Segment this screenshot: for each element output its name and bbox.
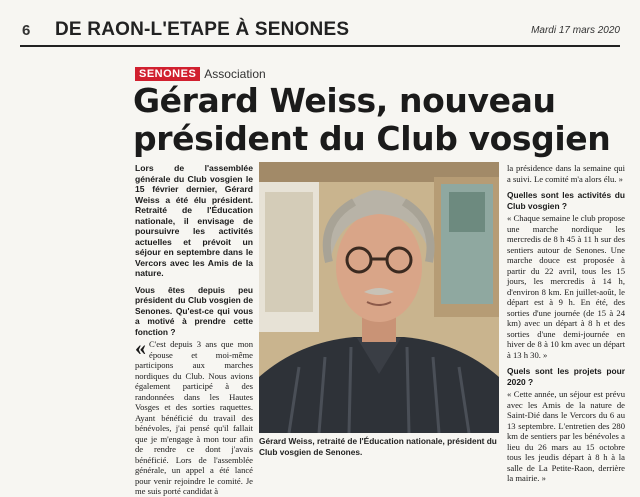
portrait-photo <box>259 162 499 433</box>
section-title: DE RAON-L'ETAPE À SENONES <box>55 19 350 40</box>
article-column-right <box>507 163 625 484</box>
question-3: Quels sont les projets pour 2020 ? <box>507 366 625 387</box>
page-number: 6 <box>22 22 31 39</box>
category-label: Association <box>204 67 266 81</box>
article-column-left <box>135 163 253 497</box>
answer-1 <box>135 335 253 497</box>
answer-2: « Chaque semaine le club propose une marche nordique les mercredis de 8 h 45 à 11 h sur des sentiers autour de Senones. Une marche douce est proposée à partir du 22 avril, tous les 15 jours, les mercredis à 14 h, d'environ 8 km. En juillet-août, le départ est à 9 h. En été, des sorties d'une journée (de 15 à 24 km) avec un départ à 8 h et des sorties d'une demi-journée en hiver de 8 à 10 km avec un départ à 13 h 30. » <box>507 213 625 360</box>
header-rule <box>20 45 620 47</box>
issue-date: Mardi 17 mars 2020 <box>531 25 620 36</box>
location-tag: SENONES <box>135 67 200 81</box>
answer-3: « Cette année, un séjour est prévu avec les Amis de la nature de Saint-Dié dans le Vercors du 6 au 13 septembre. L'entretien des 280 km de sentiers par les bénévoles a lieu du 26 mars au 15 octobre tous les jeudis départ à 8 h à la salle de La Petite-Raon, derrière la mairie. » <box>507 389 625 483</box>
answer-1-text: C'est depuis 3 ans que mon épouse et moi-même participons aux marches nordiques du Club. Nous avions également participé à des randonnées dans les Hautes Vosges et des sorties raquettes. Ayant bénéficié du travail des bénévoles, j'ai pensé qu'il fallait que je m'engage à mon tour afin de rendre ce dont j'avais bénéficié. Lors de l'assemblée générale, un appel a été lancé pour venir rejoindre le comité. Je me suis porté candidat à <box>135 339 253 496</box>
article-headline: Gérard Weiss, nouveau président du Club vosgien <box>133 81 611 158</box>
article-lead: Lors de l'assemblée générale du Club vosgien le 15 février dernier, Gérard Weiss a été élu président. Retraité de l'Éducation nationale, il envisage de poursuivre les activités actuelles et prévoit un séjour en septembre dans le Vercors avec les Amis de la nature. <box>135 163 253 278</box>
question-1: Vous êtes depuis peu président du Club vosgien de Senones. Qu'est-ce qui vous a motivé à prendre cette fonction ? <box>135 284 253 337</box>
portrait-illustration <box>259 162 499 433</box>
photo-caption: Gérard Weiss, retraité de l'Éducation nationale, président du Club vosgien de Senones. <box>259 436 497 457</box>
quote-mark: « <box>135 335 146 360</box>
article-kicker <box>135 67 266 81</box>
page-header <box>0 0 640 46</box>
answer-1-continued: la présidence dans la semaine qui a suivi. Le comité m'a alors élu. » <box>507 163 625 184</box>
question-2: Quelles sont les activités du Club vosgien ? <box>507 190 625 211</box>
